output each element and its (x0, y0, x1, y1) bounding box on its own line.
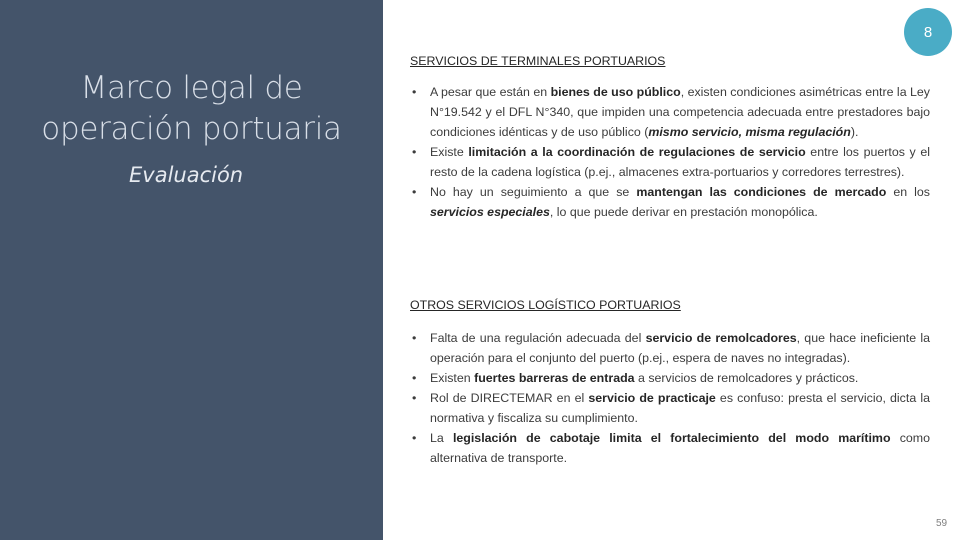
bold-text: bienes de uso público (550, 85, 681, 99)
text-run: , existen condiciones asimétricas entre la Ley N°19.542 y el DFL N°340, que impiden una competencia adecuada entre prestadores bajo condiciones idénticas y de uso público ( (430, 85, 931, 139)
text-run: , lo que puede derivar en prestación monopólica. (549, 205, 818, 219)
text-run: , que hace ineficiente la operación para el conjunto del puerto (p.ej., espera de naves no integradas). (430, 331, 930, 365)
text-run: Existe (430, 145, 469, 159)
text-run: No hay un seguimiento a que se (430, 185, 637, 199)
list-item (410, 368, 930, 388)
text-run: Falta de una regulación adecuada del (430, 331, 646, 345)
bold-text: servicio de practicaje (588, 391, 716, 405)
section-terminal-services (410, 52, 930, 222)
slide-subtitle: Evaluación (129, 163, 244, 187)
bullet-list (410, 328, 930, 468)
bold-italic-text: servicios especiales (430, 205, 550, 219)
text-run: A pesar que están en (430, 85, 551, 99)
bold-italic-text: mismo servicio, misma regulación (648, 125, 851, 139)
list-item (410, 182, 930, 222)
text-run: a servicios de remolcadores y prácticos. (634, 371, 859, 385)
list-item (410, 82, 930, 142)
list-item (410, 142, 930, 182)
list-item (410, 328, 930, 368)
text-run: como alternativa de transporte. (430, 431, 930, 465)
text-run: en los (886, 185, 930, 199)
text-run: Rol de DIRECTEMAR en el (430, 391, 589, 405)
bold-text: fuertes barreras de entrada (474, 371, 635, 385)
text-run: La (430, 431, 453, 445)
page-badge: 8 (904, 8, 952, 56)
list-item (410, 428, 930, 468)
slide-number: 59 (936, 518, 948, 529)
slide-title-line-1: Marco legal de (80, 70, 303, 106)
slide-title-line-2: operación portuaria (41, 111, 342, 147)
bullet-list (410, 82, 930, 222)
text-run: ). (850, 125, 859, 139)
section-heading: OTROS SERVICIOS LOGÍSTICO PORTUARIOS (410, 298, 681, 312)
text-run: es confuso: presta el servicio, dicta la normativa y fiscaliza su cumplimiento. (430, 391, 930, 425)
text-run: entre los puertos y el resto de la cadena logística (p.ej., almacenes extra-portuarios y corredores terrestres). (430, 145, 930, 179)
section-other-services (410, 296, 930, 468)
bold-text: servicio de remolcadores (645, 331, 797, 345)
slide-title (0, 68, 383, 150)
bold-text: mantengan las condiciones de mercado (636, 185, 887, 199)
text-run: Existen (430, 371, 475, 385)
bold-text: legislación de cabotaje limita el fortalecimiento del modo marítimo (452, 431, 891, 445)
section-heading: SERVICIOS DE TERMINALES PORTUARIOS (410, 54, 666, 68)
bold-text: limitación a la coordinación de regulaciones de servicio (468, 145, 806, 159)
left-panel (0, 0, 383, 540)
list-item (410, 388, 930, 428)
